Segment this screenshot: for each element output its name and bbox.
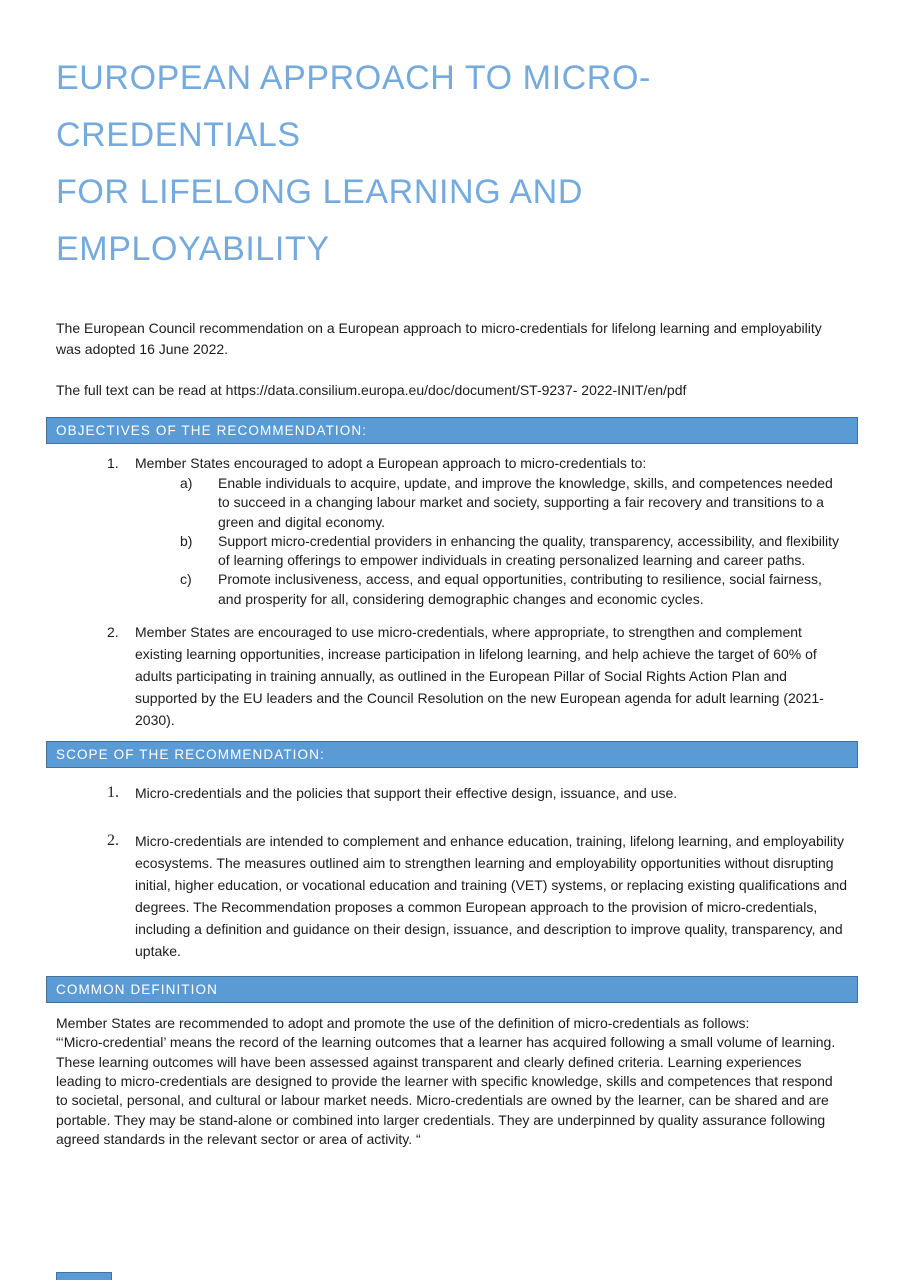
list-marker: 2. [107,624,119,641]
list-item-text: Micro-credentials are intended to complement and enhance education, training, lifelong learning, and employability ecosystems. The measures outlined aim to strengthen learning and employability opportunities without disrupting initial, higher education, or vocational education and training (VET) systems, or replacing existing qualifications and degrees. The Recommendation proposes a common European approach to the provision of micro-credentials, including a definition and guidance on their design, issuance, and description to improve quality, transparency, and uptake. [135,833,848,960]
section-header-common-definition-label: COMMON DEFINITION [56,982,218,998]
list-item-text: Support micro-credential providers in enhancing the quality, transparency, accessibility, and flexibility of learning offerings to empower individuals in creating personalized learning and career paths. [218,532,839,569]
cutoff-next-section-bar [56,1272,112,1280]
document-content [56,0,848,1149]
list-item-text: Member States are encouraged to use micro-credentials, where appropriate, to strengthen and complement existing learning opportunities, increase participation in lifelong learning, and help achieve the target of 60% of adults participating in training annually, as outlined in the European Pillar of Social Rights Action Plan and supported by the EU leaders and the Council Resolution on the new European agenda for adult learning (2021-2030). [135,624,824,729]
list-marker: b) [180,532,193,549]
common-definition-lead: Member States are recommended to adopt and promote the use of the definition of micro-credentials as follows: [56,1015,750,1032]
objectives-list-item-2 [56,621,848,731]
list-marker: 1. [107,455,119,471]
common-definition-quote: “‘Micro-credential’ means the record of the learning outcomes that a learner has acquired following a small volume of learning. These learning outcomes will have been assessed against transparent and clearly defined criteria. Learning experiences leading to micro-credentials are designed to provide the learner with specific knowledge, skills and competences that respond to societal, personal, and cultural or labour market needs. Micro-credentials are owned by the learner, can be shared and are portable. They may be stand-alone or combined into larger credentials. They are underpinned by quality assurance following agreed standards in the relevant sector or area of activity. “ [56,1034,836,1147]
document-url-link[interactable]: https://data.consilium.europa.eu/doc/document/ST-9237- 2022-INIT/en/pdf [225,382,687,398]
scope-list-item-2 [56,830,848,962]
objectives-subitem-b [135,532,848,571]
list-item-text: Promote inclusiveness, access, and equal opportunities, contributing to resilience, social fairness, and prosperity for all, considering demographic changes and economic cycles. [218,571,822,607]
list-marker: 1. [107,784,119,802]
section-header-scope-label: SCOPE OF THE RECOMMENDATION: [56,747,325,763]
objectives-item-1-lead: Member States encouraged to adopt a European approach to micro-credentials to: [135,455,647,471]
section-header-common-definition [46,976,858,1003]
section-header-scope [46,741,858,768]
objectives-subitem-c [135,570,848,609]
objectives-list-item-1 [56,452,848,609]
fulltext-paragraph-prefix: The full text can be read at [56,382,226,398]
intro-paragraph: The European Council recommendation on a European approach to micro-credentials for lifelong learning and employability was adopted 16 June 2022. [56,320,822,357]
common-definition-text [56,1014,848,1149]
list-marker: 2. [107,832,119,850]
page-title-line-2: FOR LIFELONG LEARNING AND EMPLOYABILITY [56,173,583,268]
section-header-objectives-label: OBJECTIVES OF THE RECOMMENDATION: [56,423,368,438]
list-marker: c) [180,571,192,588]
list-item-text: Enable individuals to acquire, update, and improve the knowledge, skills, and competences needed to succeed in a changing labour market and society, supporting a fair recovery and transitions to a green and digital economy. [218,475,833,530]
list-item-text [135,452,848,609]
page-title-line-1: EUROPEAN APPROACH TO MICRO-CREDENTIALS [56,59,651,154]
list-marker: a) [180,475,193,491]
objectives-subitem-a [135,474,848,532]
section-header-objectives [46,417,858,444]
page-title [56,50,848,278]
list-item-text: Micro-credentials and the policies that support their effective design, issuance, and use. [135,785,678,802]
objectives-sublist [135,474,848,609]
scope-list-item-1 [56,782,848,804]
fulltext-paragraph [56,380,848,401]
